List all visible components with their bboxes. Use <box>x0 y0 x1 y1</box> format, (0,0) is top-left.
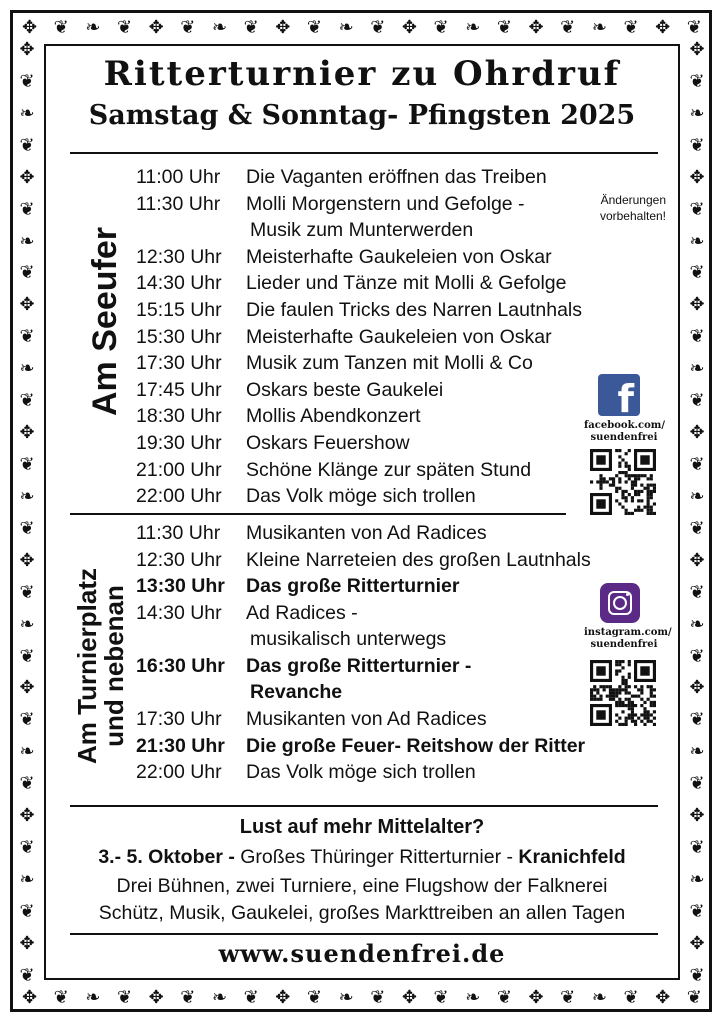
event-time: 14:30 Uhr <box>136 601 222 624</box>
event-description: Schöne Klänge zur späten Stund <box>246 458 532 481</box>
page-subtitle: Samstag & Sonntag- Pfingsten 2025 <box>88 100 636 131</box>
event-description: Die große Feuer- Reitshow der Ritter <box>246 734 586 757</box>
event-description: Das große Ritterturnier <box>246 575 460 598</box>
event-time: 18:30 Uhr <box>136 405 222 428</box>
event-time: 21:00 Uhr <box>136 458 222 481</box>
schedule-row <box>136 706 487 732</box>
website-link[interactable]: www.suendenfrei.de <box>218 939 506 968</box>
schedule-row <box>136 403 421 429</box>
section-label-line: Am Seeufer <box>86 227 124 416</box>
ornament-top: ✥ ❦ ❧ ❦ ✥ ❦ ❧ ❦ ✥ ❦ ❧ ❦ ✥ ❦ ❧ ❦ ✥ ❦ ❧ ❦ ✥ ❦ <box>22 17 702 37</box>
facebook-url-line: suendenfrei <box>590 432 658 443</box>
section-label-turnierplatz <box>74 556 134 776</box>
promo-date: 3.- 5. Oktober - <box>98 846 235 868</box>
qr-code-icon[interactable] <box>590 449 656 515</box>
instagram-url-line: instagram.com/ <box>584 627 672 638</box>
instagram-caption <box>584 627 672 651</box>
schedule-row <box>136 350 533 376</box>
event-description: Kleine Narreteien des großen Lautnhals <box>246 548 591 571</box>
divider-promo <box>70 805 658 807</box>
event-time: 15:30 Uhr <box>136 325 222 348</box>
event-time: 22:00 Uhr <box>136 485 222 508</box>
event-description: Mollis Abendkonzert <box>246 405 421 428</box>
event-time: 11:30 Uhr <box>136 522 221 544</box>
section-label-line: und nebenan <box>99 585 130 747</box>
ornament-left: ✥ ❦ ❧ ❦ ✥ ❦ ❧ ❦ ✥ ❦ ❧ ❦ ✥ ❦ ❧ ❦ ✥ ❦ ❧ ❦ ✥ ❦ ❧ ❦ ✥ ❦ ❧ ❦ ✥ ❦ <box>19 39 35 985</box>
event-description: Das große Ritterturnier - <box>246 655 472 677</box>
schedule-row <box>136 297 582 323</box>
event-description: Oskars Feuershow <box>246 432 410 454</box>
promo-event: Großes Thüringer Ritterturnier - <box>234 846 519 868</box>
schedule-row <box>136 244 552 270</box>
event-time: 12:30 Uhr <box>136 245 222 268</box>
promo-place: Kranichfeld <box>518 846 626 868</box>
event-description: Das Volk möge sich trollen <box>246 761 476 784</box>
schedule-row <box>136 759 476 785</box>
schedule-row <box>136 430 410 456</box>
schedule-row <box>136 520 487 546</box>
event-time: 16:30 Uhr <box>136 655 225 677</box>
schedule-row <box>136 733 585 759</box>
event-description-continued: Revanche <box>250 681 343 703</box>
event-description-continued: Musik zum Munterwerden <box>250 218 474 241</box>
divider-middle <box>70 513 566 515</box>
event-description: Meisterhafte Gaukeleien von Oskar <box>246 245 552 268</box>
schedule-row <box>136 600 446 652</box>
event-time: 11:30 Uhr <box>136 192 221 215</box>
facebook-url-line: facebook.com/ <box>584 420 665 431</box>
event-description: Musikanten von Ad Radices <box>246 708 487 731</box>
event-time: 19:30 Uhr <box>136 432 222 454</box>
note-line: Änderungen <box>600 193 666 207</box>
schedule-row <box>136 191 525 243</box>
promo-line-2: Drei Bühnen, zwei Turniere, eine Flugshow der Falknerei <box>116 875 608 897</box>
divider-top <box>70 152 658 154</box>
schedule-row <box>136 270 566 296</box>
promo-line-1 <box>44 846 680 869</box>
event-time: 15:15 Uhr <box>136 299 222 321</box>
instagram-icon[interactable] <box>600 583 640 623</box>
schedule-row <box>136 457 531 483</box>
page-title: Ritterturnier zu Ohrdruf <box>103 54 621 94</box>
schedule-row <box>136 377 443 403</box>
divider-footer <box>70 933 658 935</box>
event-time: 11:00 Uhr <box>136 166 221 188</box>
section-label-seeufer <box>86 227 128 416</box>
qr-code-icon[interactable] <box>590 660 656 726</box>
ornament-right: ✥ ❦ ❧ ❦ ✥ ❦ ❧ ❦ ✥ ❦ ❧ ❦ ✥ ❦ ❧ ❦ ✥ ❦ ❧ ❦ ✥ ❦ ❧ ❦ ✥ ❦ ❧ ❦ ✥ ❦ <box>689 39 705 985</box>
schedule-row <box>136 653 471 705</box>
schedule-row <box>136 324 552 350</box>
event-time: 13:30 Uhr <box>136 575 225 598</box>
facebook-caption <box>584 420 664 444</box>
event-description: Musik zum Tanzen mit Molli & Co <box>246 352 533 375</box>
promo-line-3: Schütz, Musik, Gaukelei, großes Markttreiben an allen Tagen <box>98 902 626 924</box>
event-description: Meisterhafte Gaukeleien von Oskar <box>246 325 552 348</box>
note-line: vorbehalten! <box>599 209 666 223</box>
section-label-line: Am Turnierplatz <box>72 568 102 764</box>
event-description: Musikanten von Ad Radices <box>246 522 487 544</box>
event-time: 21:30 Uhr <box>136 734 225 757</box>
event-description: Lieder und Tänze mit Molli & Gefolge <box>246 272 567 295</box>
event-time: 17:45 Uhr <box>136 378 222 401</box>
schedule-row <box>136 483 476 509</box>
event-time: 17:30 Uhr <box>136 708 222 731</box>
changes-note <box>578 192 666 224</box>
event-description: Ad Radices - <box>246 601 358 624</box>
ornament-bottom: ✥ ❦ ❧ ❦ ✥ ❦ ❧ ❦ ✥ ❦ ❧ ❦ ✥ ❦ ❧ ❦ ✥ ❦ ❧ ❦ ✥ ❦ <box>22 987 702 1007</box>
facebook-icon[interactable]: f <box>598 374 640 416</box>
event-description: Molli Morgenstern und Gefolge - <box>246 192 525 215</box>
event-time: 14:30 Uhr <box>136 272 222 295</box>
event-description: Das Volk möge sich trollen <box>246 485 476 508</box>
event-description-continued: musikalisch unterwegs <box>250 627 447 650</box>
event-description: Die Vaganten eröffnen das Treiben <box>246 166 547 188</box>
event-time: 17:30 Uhr <box>136 352 222 375</box>
promo-heading: Lust auf mehr Mittelalter? <box>239 816 485 838</box>
schedule-row <box>136 547 591 573</box>
schedule-row <box>136 164 547 190</box>
instagram-url-line: suendenfrei <box>590 639 658 650</box>
event-time: 12:30 Uhr <box>136 548 222 571</box>
event-description: Oskars beste Gaukelei <box>246 378 444 401</box>
schedule-row <box>136 573 459 599</box>
event-description: Die faulen Tricks des Narren Lautnhals <box>246 299 583 321</box>
event-time: 22:00 Uhr <box>136 761 222 784</box>
